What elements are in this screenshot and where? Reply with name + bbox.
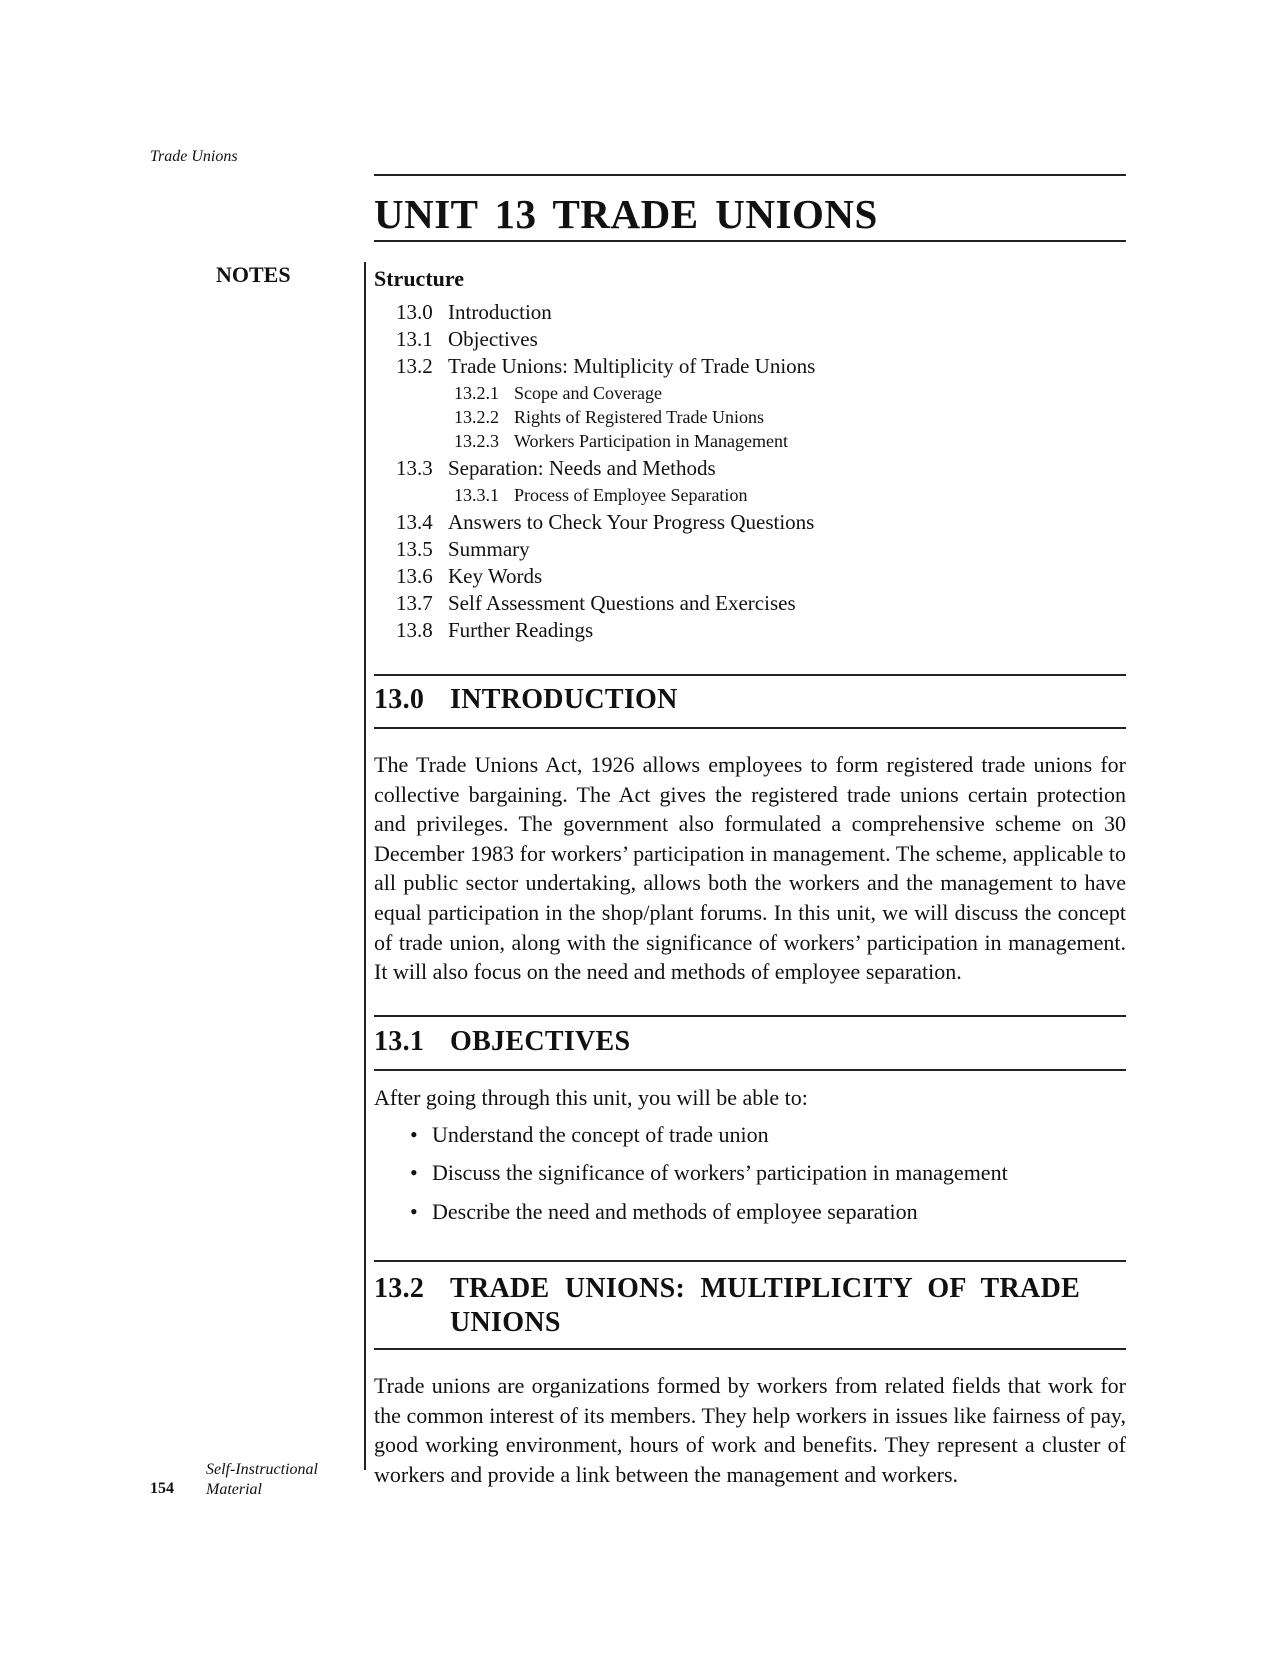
list-item-text: Describe the need and methods of employee separation xyxy=(432,1199,918,1224)
toc-item xyxy=(396,564,542,589)
bullet-icon: • xyxy=(410,1199,418,1224)
section-heading-objectives xyxy=(374,1026,630,1058)
toc-item-number: 13.2.3 xyxy=(454,431,499,451)
toc-item-label: Trade Unions: Multiplicity of Trade Unions xyxy=(448,354,816,378)
toc-item xyxy=(396,456,716,481)
toc-item-label: Key Words xyxy=(448,564,543,588)
section-rule-bottom xyxy=(374,1348,1126,1350)
toc-subitem xyxy=(454,383,662,404)
running-head: Trade Unions xyxy=(150,148,238,165)
toc-item-number: 13.7 xyxy=(396,591,433,615)
trade-unions-paragraph: Trade unions are organizations formed by workers from related fields that work for the common interest of its members. They help workers in issues like fairness of pay, good working environment, hours of work and benefits. They represent a cluster of workers and provide a link between the management and workers. xyxy=(374,1373,1126,1487)
unit-title: UNIT 13 TRADE UNIONS xyxy=(374,191,878,237)
list-item-text: Discuss the significance of workers’ participation in management xyxy=(432,1160,1008,1185)
toc-item-number: 13.5 xyxy=(396,537,433,561)
toc-item-label: Introduction xyxy=(448,300,552,324)
bullet-icon: • xyxy=(410,1122,418,1147)
objectives-intro: After going through this unit, you will be able to: xyxy=(374,1085,808,1110)
toc-item-number: 13.0 xyxy=(396,300,433,324)
toc-item-number: 13.8 xyxy=(396,618,433,642)
list-item xyxy=(410,1122,769,1148)
toc-item-number: 13.2.1 xyxy=(454,383,499,403)
toc-item-number: 13.1 xyxy=(396,327,433,351)
footer-line-1: Self-Instructional xyxy=(206,1461,318,1478)
toc-item-label: Objectives xyxy=(448,327,538,351)
toc-item-label: Summary xyxy=(448,537,530,561)
section-number: 13.0 xyxy=(374,684,425,715)
toc-item-label: Process of Employee Separation xyxy=(514,485,748,505)
section-heading-introduction xyxy=(374,684,678,716)
toc-item-label: Self Assessment Questions and Exercises xyxy=(448,591,796,615)
list-item-text: Understand the concept of trade union xyxy=(432,1122,769,1147)
toc-item xyxy=(396,537,530,562)
toc-item xyxy=(396,327,538,352)
toc-item xyxy=(396,510,814,535)
toc-item-label: Separation: Needs and Methods xyxy=(448,456,716,480)
toc-item-number: 13.2.2 xyxy=(454,407,499,427)
introduction-paragraph: The Trade Unions Act, 1926 allows employees to form registered trade unions for collective bargaining. The Act gives the registered trade unions certain protection and privileges. The government also formulated a comprehensive scheme on 30 December 1983 for workers’ participation in management. The scheme, applicable to all public sector undertaking, allows both the workers and the management to have equal participation in the shop/plant forums. In this unit, we will discuss the concept of trade union, along with the significance of workers’ participation in management. It will also focus on the need and methods of employee separation. xyxy=(374,752,1126,985)
section-number: 13.2 xyxy=(374,1273,425,1304)
structure-heading: Structure xyxy=(374,266,465,291)
toc-subitem xyxy=(454,485,747,506)
section-rule-bottom xyxy=(374,727,1126,729)
section-title: TRADE UNIONS: MULTIPLICITY OF TRADE UNIONS xyxy=(450,1273,1081,1338)
toc-item-label: Rights of Registered Trade Unions xyxy=(514,407,764,427)
section-rule-bottom xyxy=(374,1069,1126,1071)
section-rule-top xyxy=(374,1015,1126,1017)
toc-item-number: 13.2 xyxy=(396,354,433,378)
notes-label: NOTES xyxy=(216,262,291,287)
list-item xyxy=(410,1199,918,1225)
toc-subitem xyxy=(454,431,788,452)
toc-item-number: 13.6 xyxy=(396,564,433,588)
footer-label xyxy=(206,1460,318,1500)
list-item xyxy=(410,1160,1008,1186)
toc-item-number: 13.4 xyxy=(396,510,433,534)
footer-line-2: Material xyxy=(206,1481,262,1498)
title-rule-top xyxy=(374,174,1126,176)
toc-item xyxy=(396,591,796,616)
page-number: 154 xyxy=(150,1480,174,1497)
toc-item-label: Workers Participation in Management xyxy=(514,431,788,451)
section-title: INTRODUCTION xyxy=(450,684,678,715)
section-number: 13.1 xyxy=(374,1026,425,1057)
toc-item xyxy=(396,300,552,325)
section-heading-trade-unions xyxy=(374,1272,1094,1340)
margin-divider xyxy=(364,262,366,1470)
toc-item-number: 13.3.1 xyxy=(454,485,499,505)
toc-item xyxy=(396,618,593,643)
section-title: OBJECTIVES xyxy=(450,1026,631,1057)
toc-item-label: Further Readings xyxy=(448,618,594,642)
section-rule-top xyxy=(374,674,1126,676)
toc-item xyxy=(396,354,815,379)
toc-item-label: Answers to Check Your Progress Questions xyxy=(448,510,815,534)
toc-item-label: Scope and Coverage xyxy=(514,383,662,403)
bullet-icon: • xyxy=(410,1160,418,1185)
toc-item-number: 13.3 xyxy=(396,456,433,480)
toc-subitem xyxy=(454,407,764,428)
section-rule-top xyxy=(374,1260,1126,1262)
title-rule-bottom xyxy=(374,240,1126,242)
